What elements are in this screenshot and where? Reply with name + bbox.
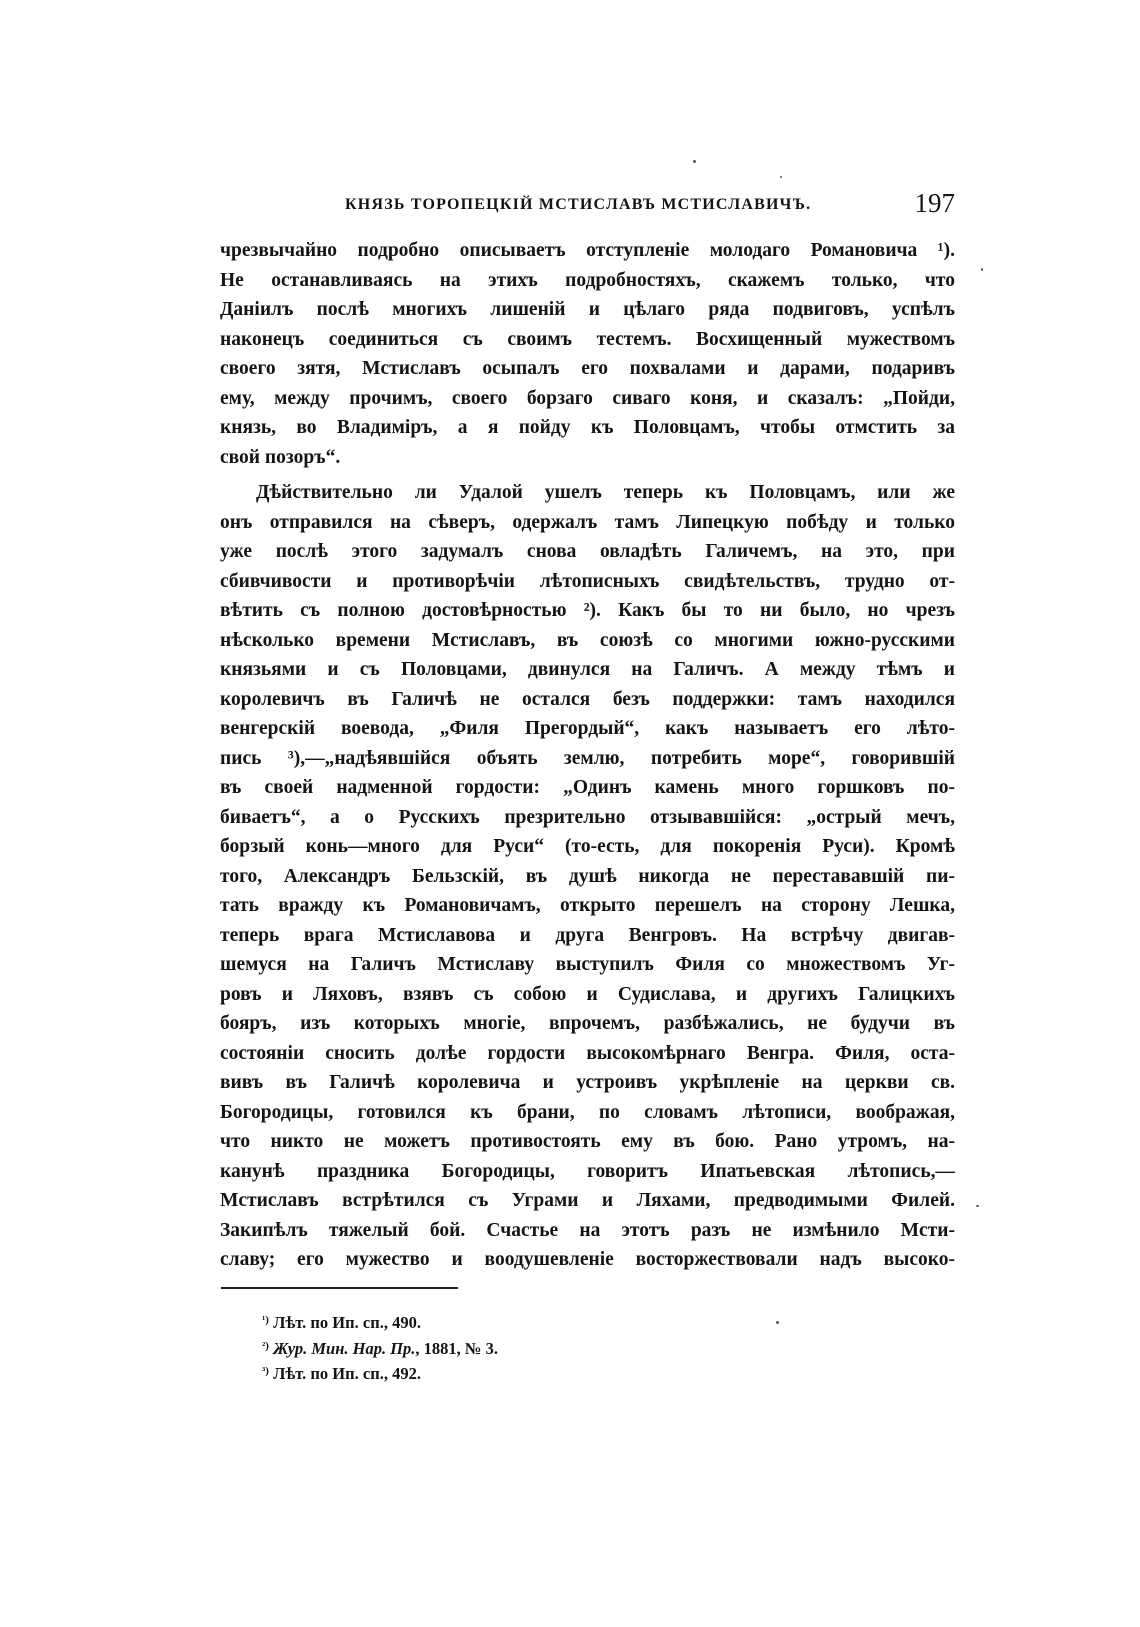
text-line: славу; его мужество и воодушевленіе восторжествовали надъ высоко- — [220, 1249, 955, 1270]
footnote-2 — [262, 1334, 912, 1360]
body-text — [220, 236, 955, 1275]
running-title: КНЯЗЬ ТОРОПЕЦКІЙ МСТИСЛАВЪ МСТИСЛАВИЧЪ. — [345, 196, 812, 213]
footnote-text: Лѣт. по Ип. сп., 492. — [273, 1364, 421, 1383]
text-line: нѣсколько времени Мстиславъ, въ союзѣ со многими южно-русскими — [220, 629, 955, 651]
running-header — [220, 188, 955, 228]
text-line: Мстиславъ встрѣтился съ Уграми и Ляхами, предводимыми Филей. — [220, 1190, 955, 1211]
footnote-1 — [262, 1308, 912, 1334]
text-line: Богородицы, готовился къ брани, по словамъ лѣтописи, воображая, — [220, 1101, 955, 1123]
text-line: сбивчивости и противорѣчіи лѣтописныхъ свидѣтельствъ, трудно от- — [220, 570, 955, 592]
text-line: уже послѣ этого задумалъ снова овладѣть Галичемъ, на это, при — [220, 541, 955, 562]
text-line: вивъ въ Галичѣ королевича и устроивъ укрѣпленіе на церкви св. — [220, 1072, 955, 1093]
text-line: биваетъ“, а о Русскихъ презрительно отзывавшійся: „острый мечъ, — [220, 806, 955, 828]
text-line: канунѣ праздника Богородицы, говоритъ Ипатьевская лѣтопись,— — [220, 1160, 955, 1182]
text-line: тать вражду къ Романовичамъ, открыто перешелъ на сторону Лешка, — [220, 895, 955, 916]
text-line: Дѣйствительно ли Удалой ушелъ теперь къ Половцамъ, или же — [256, 482, 955, 503]
paragraph-1 — [220, 236, 955, 472]
text-line: князьями и съ Половцами, двинулся на Галичъ. А между тѣмъ и — [220, 659, 955, 680]
text-line: ему, между прочимъ, своего борзаго сиваго коня, и сказалъ: „Пойди, — [220, 387, 955, 409]
scan-speck — [780, 176, 782, 178]
text-line: свой позоръ“. — [220, 446, 341, 468]
footnote-text: Лѣт. по Ип. сп., 490. — [273, 1313, 421, 1332]
text-line: наконецъ соединиться съ своимъ тестемъ. Восхищенный мужествомъ — [220, 328, 955, 350]
paragraph-2 — [220, 478, 955, 1275]
text-line: что никто не можетъ противостоять ему въ бою. Рано утромъ, на- — [220, 1131, 955, 1152]
text-line: того, Александръ Бельзскій, въ душѣ никогда не перестававшій пи- — [220, 865, 955, 887]
scan-speck — [693, 160, 696, 163]
text-line: своего зятя, Мстиславъ осыпалъ его похвалами и дарами, подаривъ — [220, 358, 955, 379]
footnote-text: , 1881, № 3. — [415, 1338, 498, 1358]
footnote-marker: ³) — [262, 1365, 269, 1377]
footnote-marker: ¹) — [262, 1314, 269, 1326]
text-line: въ своей надменной гордости: „Одинъ камень много горшковъ по- — [220, 777, 955, 798]
text-line: борзый конь—много для Руси“ (то-есть, для покоренія Руси). Кромѣ — [220, 836, 955, 857]
text-line: князь, во Владиміръ, а я пойду къ Половцамъ, чтобы отмстить за — [220, 417, 955, 438]
text-line: Закипѣлъ тяжелый бой. Счастье на этотъ разъ не измѣнило Мсти- — [220, 1219, 955, 1241]
text-line: пись ³),—„надѣявшійся объять землю, потребить море“, говорившій — [220, 747, 955, 769]
scan-speck — [981, 268, 983, 271]
text-line: состояніи сносить долѣе гордости высокомѣрнаго Венгра. Филя, оста- — [220, 1042, 955, 1064]
text-line: шемуся на Галичъ Мстиславу выступилъ Филя со множествомъ Уг- — [220, 954, 955, 975]
text-line: чрезвычайно подробно описываетъ отступленіе молодаго Романовича ¹). — [220, 240, 955, 261]
text-line: Даніилъ послѣ многихъ лишеній и цѣлаго ряда подвиговъ, успѣлъ — [220, 299, 955, 320]
page-number: 197 — [914, 188, 955, 218]
text-line: Не останавливаясь на этихъ подробностяхъ, скажемъ только, что — [220, 269, 955, 291]
footnotes — [262, 1308, 912, 1385]
text-line: королевичъ въ Галичѣ не остался безъ поддержки: тамъ находился — [220, 688, 955, 710]
footnote-rule — [221, 1287, 458, 1289]
footnote-marker: ²) — [262, 1339, 269, 1352]
scan-speck — [776, 1321, 779, 1324]
text-line: ровъ и Ляховъ, взявъ съ собою и Судислава, и другихъ Галицкихъ — [220, 983, 955, 1005]
scan-speck — [976, 1205, 979, 1207]
text-line: онъ отправился на сѣверъ, одержалъ тамъ Липецкую побѣду и только — [220, 511, 955, 533]
footnote-3 — [262, 1359, 912, 1385]
text-line: венгерскій воевода, „Филя Прегордый“, какъ называетъ его лѣто- — [220, 718, 955, 739]
text-line: теперь врага Мстиславова и друга Венгровъ. На встрѣчу двигав- — [220, 924, 955, 946]
text-line: вѣтить съ полною достовѣрностью ²). Какъ бы то ни было, но чрезъ — [220, 600, 955, 621]
footnote-journal-title: Жур. Мин. Нар. Пр. — [273, 1338, 416, 1358]
text-line: бояръ, изъ которыхъ многіе, впрочемъ, разбѣжались, не будучи въ — [220, 1013, 955, 1034]
